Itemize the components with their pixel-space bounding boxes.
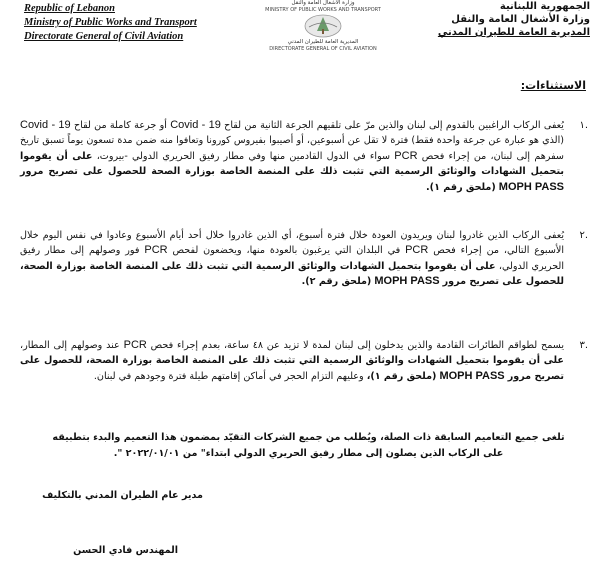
moph-pass-label: MOPH PASS [374, 275, 440, 288]
item-number: .١ [579, 120, 588, 131]
exception-item-3 [20, 338, 586, 384]
closing-line1: تلغى جميع التعاميم السابقة ذات الصلة، ويُطلب من جميع الشركات التقيّد بمضمون هذا التعميم والبدء بتطبيقه [52, 432, 565, 443]
header-arabic-line1: الجمهورية اللبنانية [499, 1, 590, 12]
item-text-part: عند وصولهم إلى المطار، [20, 340, 120, 351]
pcr-label: PCR [405, 244, 429, 257]
section-title: الاستثناءات: [520, 79, 586, 92]
emblem-logo-icon [303, 13, 343, 39]
item-text-part: وعليهم التزام الحجر في أماكن إقامتهم طيلة فترة وجودهم في لبنان. [93, 370, 364, 382]
item-text [20, 228, 564, 290]
header-english-line3: Directorate General of Civil Aviation [24, 31, 184, 42]
closing-line2: على الركاب الذين يصلون إلى مطار رفيق الحريري الدولي ابتداء" من ٢٠٢٢/٠١/٠١ ". [113, 448, 504, 459]
item-text-part: سواء في الدول القادمين منها وفي مطار رفيق الحريري الدولي -بيروت، [96, 150, 391, 162]
emblem-top-ar: وزارة الأشغال العامة والنقل [291, 0, 355, 6]
header-arabic-line3: المديرية العامة للطيران المدني [437, 27, 590, 38]
item-text-part: يُعفى الركاب الذين غادروا لبنان ويريدون العودة خلال فترة أسبوع، أي الذين غادروا خلال أحد أيام الأسبوع وعادوا في نفس اليوم خلال الأسبوع التالي، من إجراء فحص [20, 230, 564, 257]
item-text [20, 118, 564, 195]
emblem-bottom-en: DIRECTORATE GENERAL OF CIVIL AVIATION [269, 46, 377, 52]
pcr-label: PCR [394, 149, 418, 162]
item-number: .٢ [579, 230, 588, 241]
pcr-label: PCR [144, 244, 168, 257]
item-text-part: في البلدان التي يرغبون بالعودة منها، ويخضعون لفحص [172, 245, 401, 257]
header-arabic-line2: وزارة الأشغال العامة والنقل [451, 14, 590, 25]
covid-label: Covid - 19 [20, 119, 71, 131]
item-bold-text: على أن يقوموا بتحميل الشهادات والوثائق الرسمية التي تثبت ذلك على المنصة الخاصة بوزارة الصحة، للحصول على تصريح مرور [20, 260, 564, 288]
header-english-line2: Ministry of Public Works and Transport [24, 17, 197, 28]
item-bold-text: على أن يقوموا بتحميل الشهادات والوثائق الرسمية التي تثبت ذلك على المنصة الخاصة بوزارة الصحة للحصول على تصريح مرور [20, 150, 564, 178]
item-bold-text: على أن يقوموا بتحميل الشهادات والوثائق الرسمية التي تثبت ذلك على المنصة الخاصة بوزارة الصحة، للحصول على تصريح مرور [20, 355, 564, 382]
item-text-part: يُعفى الركاب الراغبين بالقدوم إلى لبنان والذين مرّ على تلقيهم الجرعة الثانية من لقاح [224, 120, 564, 131]
closing-paragraph [31, 430, 586, 462]
item-text-part: يسمح لطواقم الطائرات القادمة والذين يدخلون إلى لبنان لمدة لا تزيد عن ٤٨ ساعة، بعدم إجراء فحص [150, 340, 565, 351]
pcr-label: PCR [123, 339, 147, 351]
item-text-part: فور وصولهم إلى مطار رفيق الحريري الدولي، [20, 245, 565, 272]
emblem-top-en: MINISTRY OF PUBLIC WORKS AND TRANSPORT [265, 7, 381, 13]
moph-pass-label: MOPH PASS [498, 180, 564, 193]
ministry-emblem [263, 0, 383, 58]
signature-name: المهندس فادي الحسن [73, 545, 178, 556]
header-arabic [400, 0, 590, 39]
item-text-part: أو جرعة كاملة من لقاح [73, 120, 167, 131]
emblem-bottom-ar: المديرية العامة للطيران المدني [287, 39, 359, 45]
signature-title: مدير عام الطيران المدني بالتكليف [42, 490, 203, 501]
item-annex-ref: (ملحق رقم ١). [426, 181, 496, 193]
moph-pass-label: MOPH PASS [439, 369, 505, 382]
header-english [24, 2, 234, 44]
item-text-part: (الذي هو عبارة عن جرعة واحدة فقط) فترة لا تقل عن أسبوعين، أو أصيبوا بفيروس كورونا وتعافوا منه ضمن مدة تسعون يوماً تسبق تاريخ سفرهم إلى لبنان، من إجراء فحص [20, 135, 564, 162]
exception-item-2 [20, 228, 586, 290]
item-annex-ref: (ملحق رقم ١)، [366, 370, 437, 382]
item-text [20, 338, 564, 384]
header-english-line1: Republic of Lebanon [24, 3, 115, 14]
item-annex-ref: (ملحق رقم ٢). [301, 276, 372, 288]
item-number: .٣ [579, 340, 588, 351]
covid-label: Covid - 19 [170, 119, 221, 131]
exception-item-1 [20, 118, 586, 195]
